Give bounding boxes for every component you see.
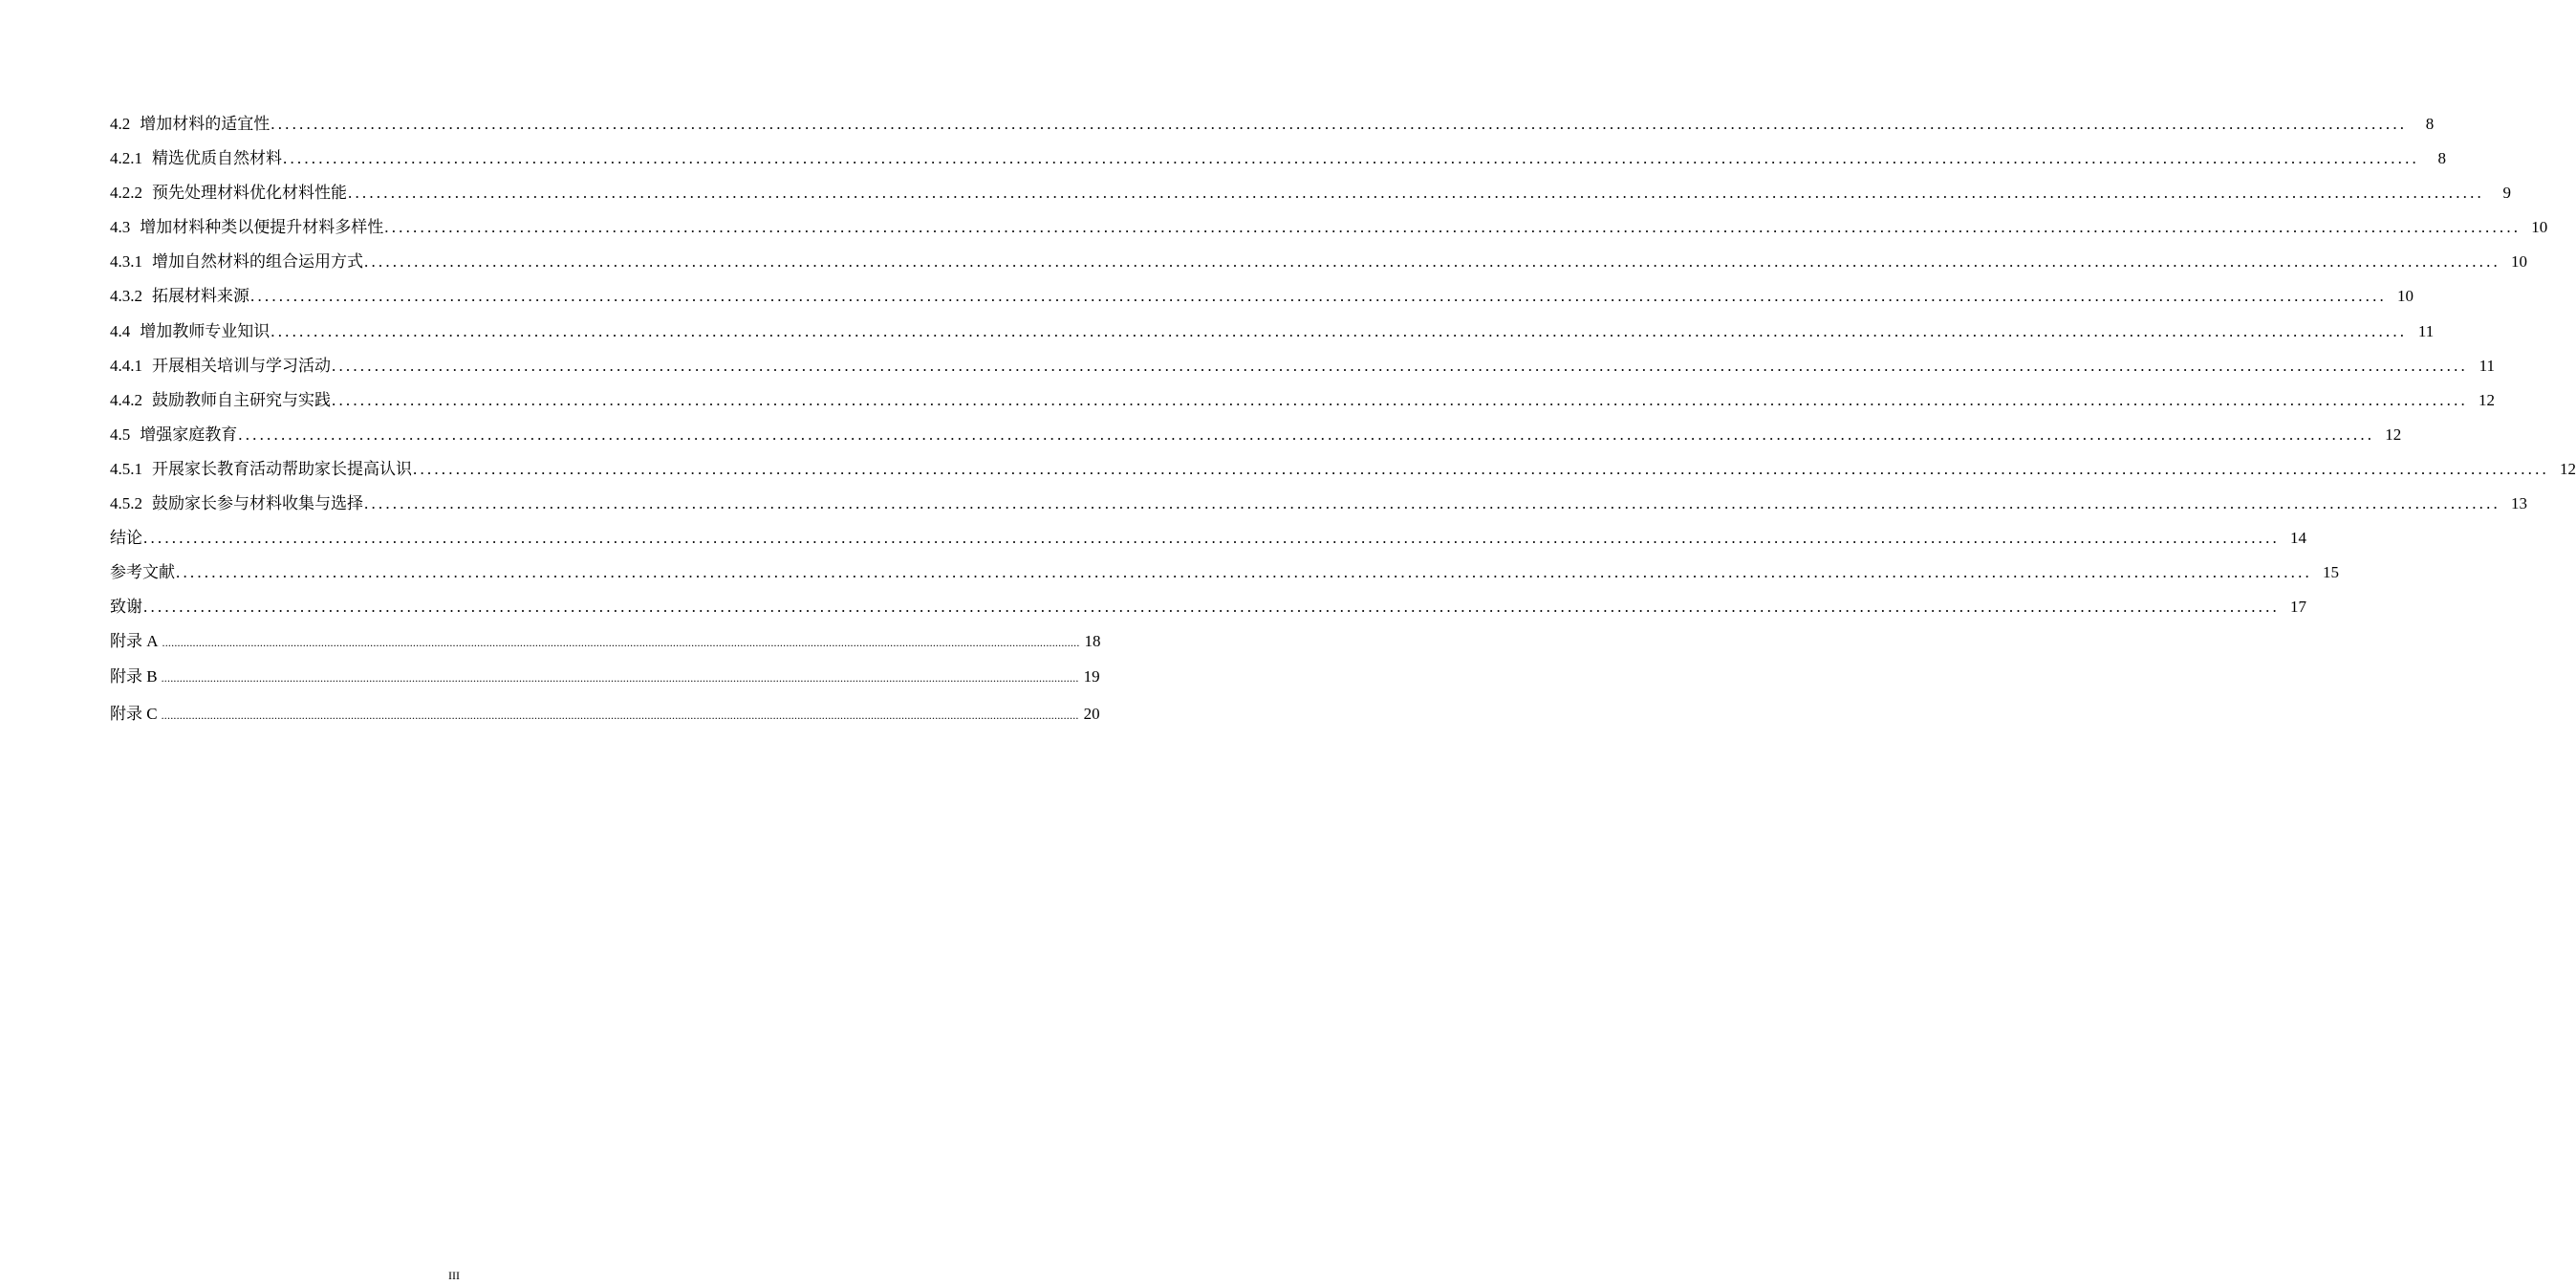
toc-entry-page: 17 <box>2290 598 2306 617</box>
dot-leader: ............................................................................................................................................................................................................................................................................................................ <box>238 425 2375 444</box>
toc-entry[interactable] <box>110 660 1100 694</box>
toc-entry[interactable] <box>110 349 2495 383</box>
toc-entry[interactable] <box>110 107 2435 142</box>
toc-entry-title: 鼓励家长参与材料收集与选择 <box>152 494 363 513</box>
toc-entry-number: 4.4.2 <box>110 390 142 409</box>
dot-leader: ............................................................................................................................................................................................................................................................................................................ <box>413 459 2549 478</box>
toc-entry-title: 附录 C <box>110 704 158 723</box>
toc-entry-title: 增加材料的适宜性 <box>140 115 271 133</box>
toc-entry[interactable] <box>110 176 2511 210</box>
toc-entry-number: 4.3 <box>110 218 131 237</box>
dot-leader: ............................................................................................................................................................................................................................................................................................................ <box>332 356 2468 375</box>
toc-entry[interactable] <box>110 521 2306 555</box>
toc-entry-number: 4.5.1 <box>110 459 142 478</box>
page-number: III <box>448 1269 460 1282</box>
toc-entry-title: 增加教师专业知识 <box>140 321 271 340</box>
toc-entry-title: 增强家庭教育 <box>140 425 238 444</box>
toc-entry-number: 4.5 <box>110 425 131 444</box>
dot-leader: ............................................................................................................................................................................................................................................................................................................ <box>348 184 2484 203</box>
dot-leader: ............................................................................................................................................................................................................................................................................................................ <box>143 529 2280 548</box>
toc-entry-title: 增加自然材料的组合运用方式 <box>152 252 363 272</box>
dot-leader: ............................................................................................................................................................................................................................................................................................................ <box>250 287 2387 306</box>
toc-entry-page: 10 <box>2511 252 2527 272</box>
toc-entry-page: 14 <box>2290 529 2306 548</box>
toc-entry-number: 4.5.2 <box>110 494 142 513</box>
toc-entry-title: 预先处理材料优化材料性能 <box>152 184 347 203</box>
toc-entry-page: 19 <box>1083 666 1100 686</box>
toc-entry[interactable] <box>110 590 2306 624</box>
toc-entry[interactable] <box>110 487 2527 521</box>
toc-entry[interactable] <box>110 383 2495 418</box>
dot-leader: ............................................................................................................................................................................................................................................................................................................ <box>162 636 1080 650</box>
toc-entry-number: 4.2.2 <box>110 184 142 203</box>
table-of-contents <box>110 107 2576 731</box>
toc-entry-title: 结论 <box>110 529 142 548</box>
toc-entry-page: 8 <box>2425 115 2435 133</box>
toc-entry-page: 9 <box>2502 184 2511 203</box>
toc-entry-page: 10 <box>2531 218 2548 237</box>
toc-entry-title: 开展相关培训与学习活动 <box>152 356 331 375</box>
dot-leader: ............................................................................................................................................................................................................................................................................................................ <box>384 218 2522 237</box>
toc-entry-page: 20 <box>1083 704 1100 723</box>
toc-entry[interactable] <box>110 697 1100 731</box>
dot-leader: ............................................................................................................................................................................................................................................................................................................ <box>143 598 2280 617</box>
toc-entry-title: 附录 B <box>110 666 158 686</box>
dot-leader: ............................................................................................................................................................................................................................................................................................................ <box>161 670 1079 685</box>
toc-entry-page: 12 <box>2560 459 2576 478</box>
toc-entry-title: 致谢 <box>110 598 142 617</box>
toc-entry-title: 附录 A <box>110 632 159 651</box>
toc-entry-number: 4.4 <box>110 321 131 340</box>
toc-entry-number: 4.2 <box>110 115 131 133</box>
toc-entry[interactable] <box>110 555 2339 590</box>
toc-entry-number: 4.2.1 <box>110 149 142 168</box>
toc-entry-page: 11 <box>2479 356 2495 375</box>
toc-entry-number: 4.4.1 <box>110 356 142 375</box>
dot-leader: ............................................................................................................................................................................................................................................................................................................ <box>364 494 2500 513</box>
toc-entry-page: 15 <box>2323 563 2339 582</box>
toc-entry[interactable] <box>110 279 2414 314</box>
toc-entry[interactable] <box>110 315 2435 349</box>
dot-leader: ............................................................................................................................................................................................................................................................................................................ <box>283 149 2419 168</box>
dot-leader: ............................................................................................................................................................................................................................................................................................................ <box>271 321 2408 340</box>
toc-entry-page: 8 <box>2437 149 2446 168</box>
toc-entry[interactable] <box>110 624 1101 659</box>
toc-entry-page: 11 <box>2417 321 2435 340</box>
toc-entry[interactable] <box>110 210 2548 245</box>
dot-leader: ............................................................................................................................................................................................................................................................................................................ <box>176 563 2312 582</box>
toc-entry-page: 10 <box>2397 287 2414 306</box>
toc-entry-page: 13 <box>2511 494 2527 513</box>
toc-entry-title: 鼓励教师自主研究与实践 <box>152 390 331 409</box>
dot-leader: ............................................................................................................................................................................................................................................................................................................ <box>364 252 2500 272</box>
toc-entry-number: 4.3.1 <box>110 252 142 272</box>
toc-entry-page: 12 <box>2385 425 2402 444</box>
toc-entry[interactable] <box>110 418 2402 452</box>
toc-entry-page: 18 <box>1084 632 1101 651</box>
toc-entry-title: 开展家长教育活动帮助家长提高认识 <box>152 459 412 478</box>
toc-entry-title: 增加材料种类以便提升材料多样性 <box>140 218 384 237</box>
toc-entry[interactable] <box>110 452 2576 487</box>
dot-leader: ............................................................................................................................................................................................................................................................................................................ <box>161 708 1079 722</box>
toc-entry-title: 拓展材料来源 <box>152 287 249 306</box>
toc-entry-page: 12 <box>2479 390 2495 409</box>
toc-entry[interactable] <box>110 245 2527 279</box>
toc-entry[interactable] <box>110 142 2446 176</box>
toc-entry-number: 4.3.2 <box>110 287 142 306</box>
dot-leader: ............................................................................................................................................................................................................................................................................................................ <box>332 390 2468 409</box>
toc-entry-title: 参考文献 <box>110 563 175 582</box>
dot-leader: ............................................................................................................................................................................................................................................................................................................ <box>271 115 2408 133</box>
toc-entry-title: 精选优质自然材料 <box>152 149 282 168</box>
